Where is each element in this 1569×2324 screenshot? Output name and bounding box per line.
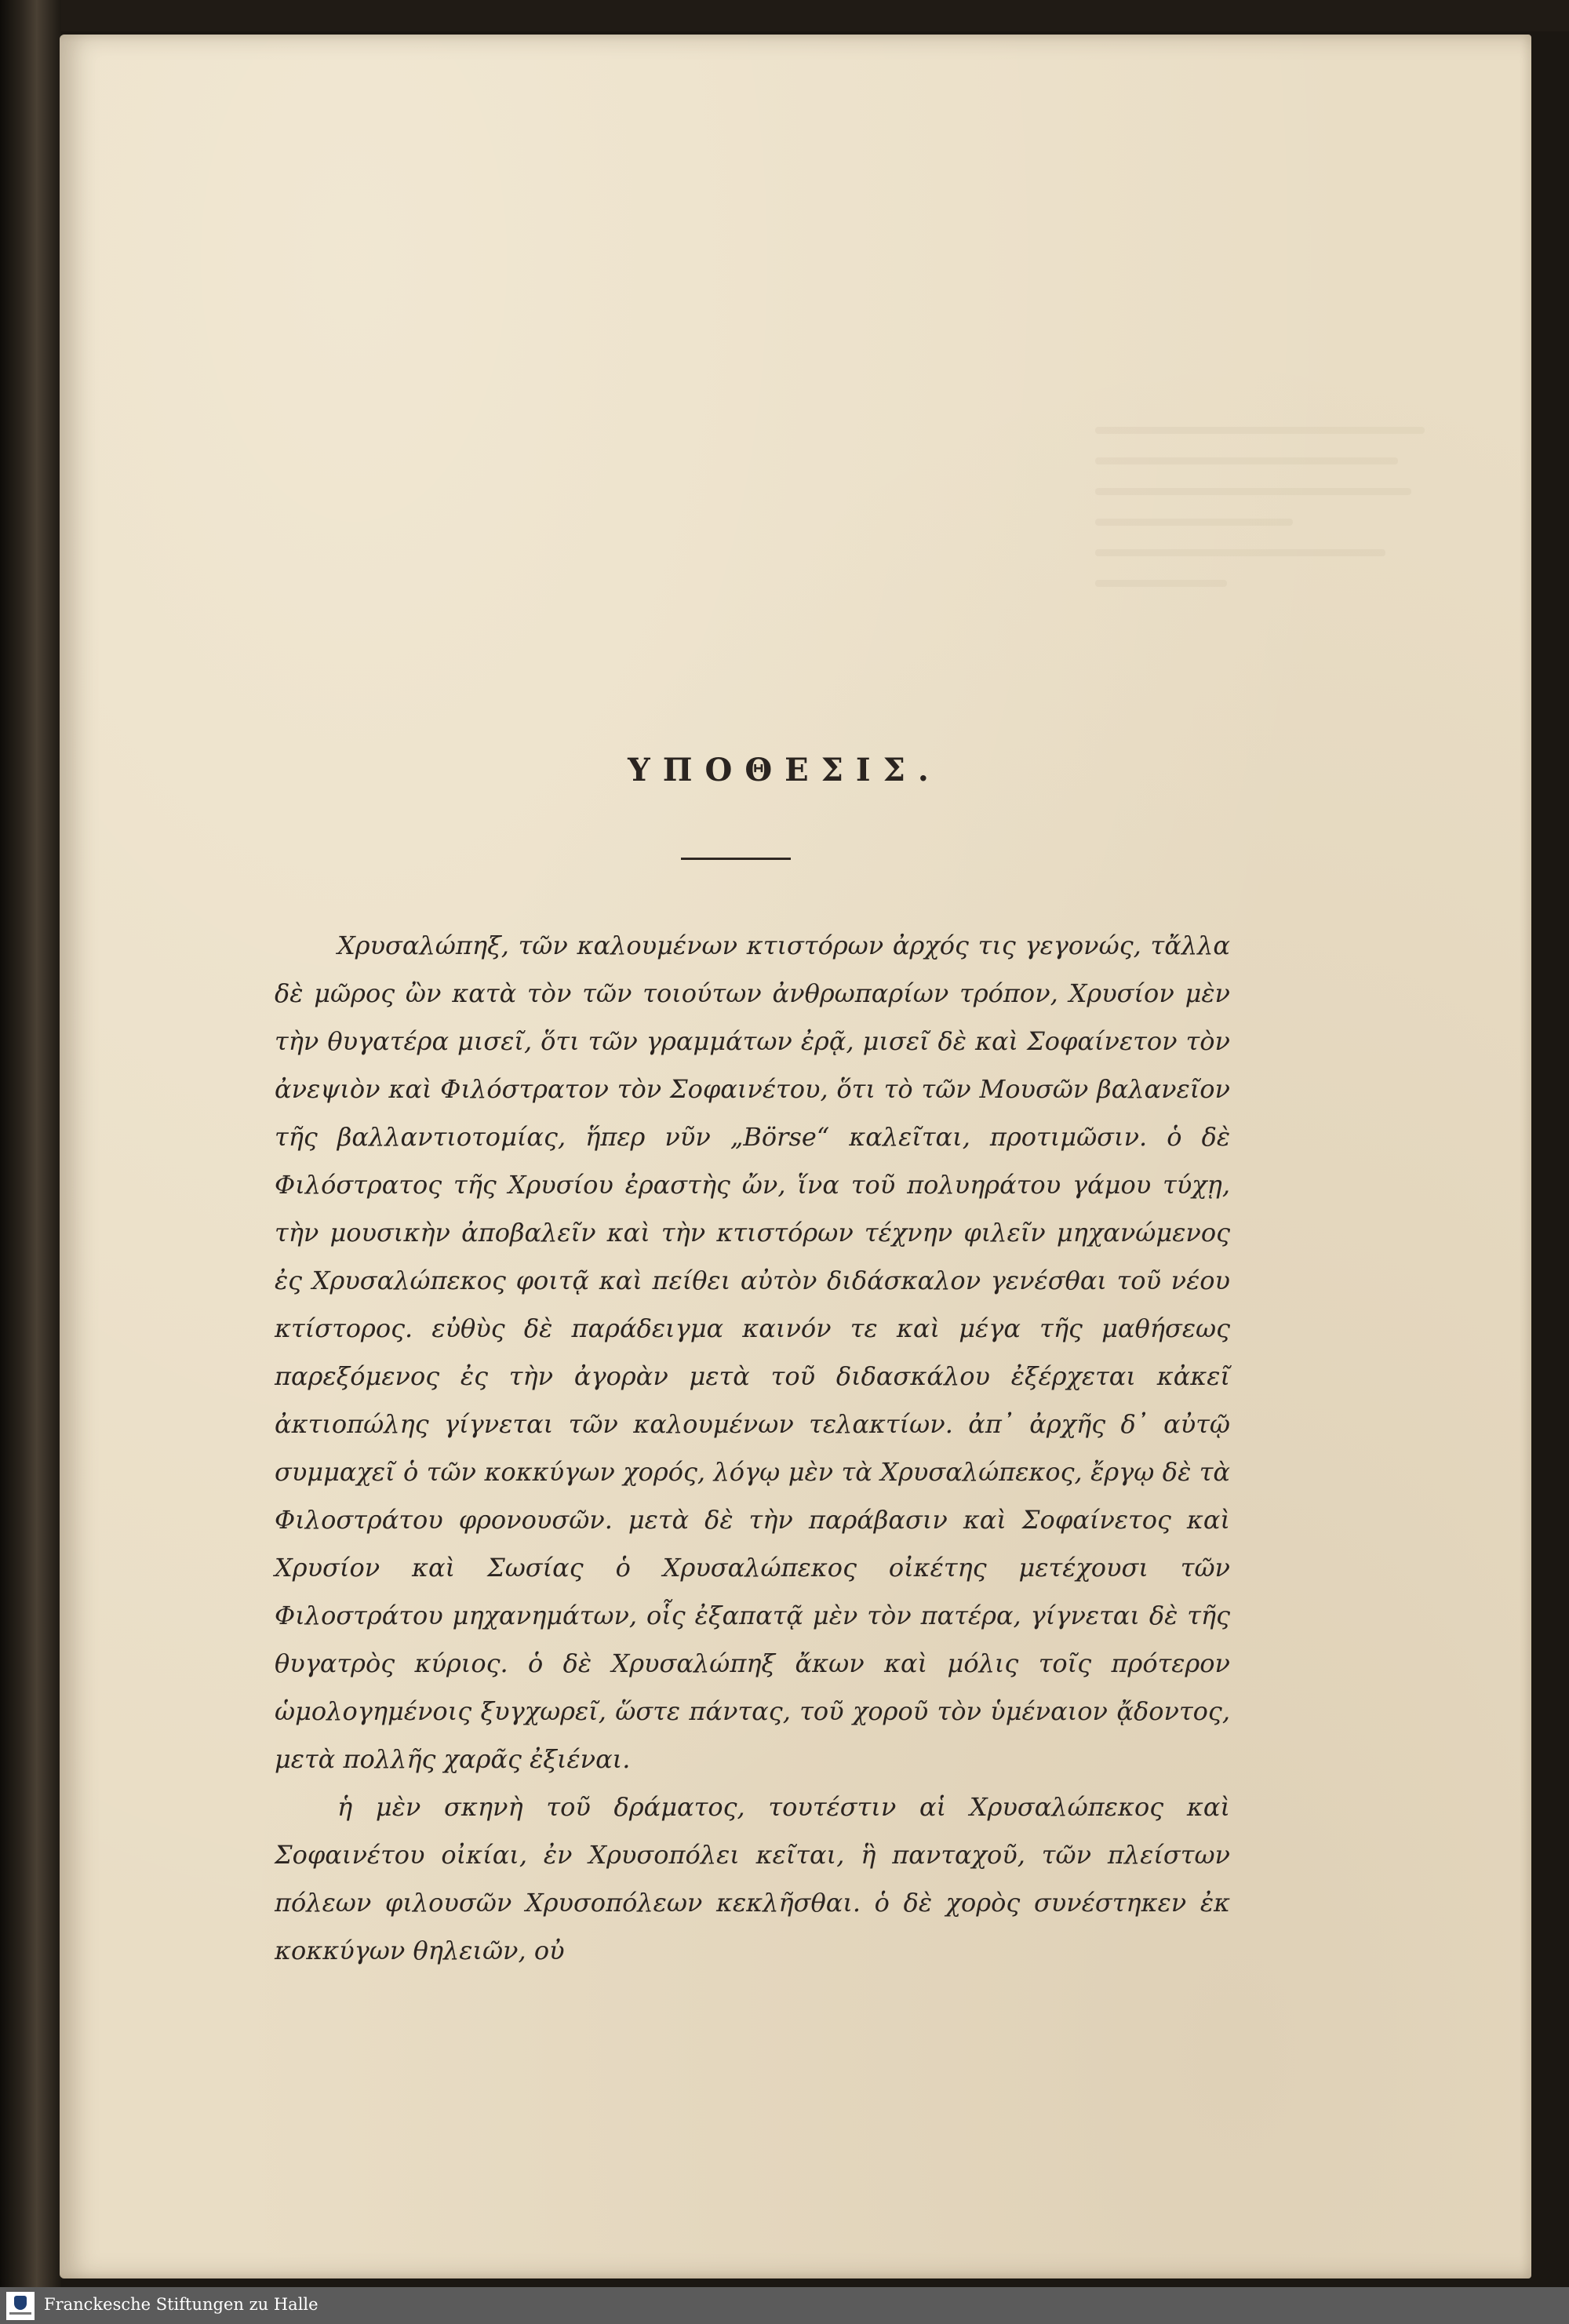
body-text: [275, 922, 1230, 1975]
page-heading: ΥΠΟΘΕΣΙΣ.: [628, 752, 941, 789]
paragraph: Χρυσαλώπηξ, τῶν καλουμένων κτιστόρων ἀρχός τις γεγονώς, τἄλλα δὲ μῶρος ὢν κατὰ τὸν τῶν τοιούτων ἀνθρωπαρίων τρόπον, Χρυσίον μὲν τὴν θυγατέρα μισεῖ, ὅτι τῶν γραμμάτων ἐρᾷ, μισεῖ δὲ καὶ Σοφαίνετον τὸν ἀνεψιὸν καὶ Φιλόστρατον τὸν Σοφαινέτου, ὅτι τὸ τῶν Μουσῶν βαλανεῖον τῆς βαλλαντιοτομίας, ἥπερ νῦν „Börse“ καλεῖται, προτιμῶσιν. ὁ δὲ Φιλόστρατος τῆς Χρυσίου ἐραστὴς ὤν, ἵνα τοῦ πολυηράτου γάμου τύχῃ, τὴν μουσικὴν ἀποβαλεῖν καὶ τὴν κτιστόρων τέχνην φιλεῖν μηχανώμενος ἐς Χρυσαλώπεκος φοιτᾷ καὶ πείθει αὐτὸν διδάσκαλον γενέσθαι τοῦ νέου κτίστορος. εὐθὺς δὲ παράδειγμα καινόν τε καὶ μέγα τῆς μαθήσεως παρεξόμενος ἐς τὴν ἀγορὰν μετὰ τοῦ διδασκάλου ἐξέρχεται κἀκεῖ ἀκτιοπώλης γίγνεται τῶν καλουμένων τελακτίων. ἀπ᾽ ἀρχῆς δ᾽ αὐτῷ συμμαχεῖ ὁ τῶν κοκκύγων χορός, λόγῳ μὲν τὰ Χρυσαλώπεκος, ἔργῳ δὲ τὰ Φιλοστράτου φρονουσῶν. μετὰ δὲ τὴν παράβασιν καὶ Σοφαίνετος καὶ Χρυσίον καὶ Σωσίας ὁ Χρυσαλώπεκος οἰκέτης μετέχουσι τῶν Φιλοστράτου μηχανημάτων, οἷς ἐξαπατᾷ μὲν τὸν πατέρα, γίγνεται δὲ τῆς θυγατρὸς κύριος. ὁ δὲ Χρυσαλώπηξ ἄκων καὶ μόλις τοῖς πρότερον ὡμολογημένοις ξυγχωρεῖ, ὥστε πάντας, τοῦ χοροῦ τὸν ὑμέναιον ᾄδοντος, μετὰ πολλῆς χαρᾶς ἐξιέναι.: [275, 931, 1230, 1774]
institution-logo-icon: [6, 2292, 35, 2320]
paragraph: ἡ μὲν σκηνὴ τοῦ δράματος, τουτέστιν αἱ Χρυσαλώπεκος καὶ Σοφαινέτου οἰκίαι, ἐν Χρυσοπόλει κεῖται, ἣ πανταχοῦ, τῶν πλείστων πόλεων φιλουσῶν Χρυσοπόλεων κεκλῆσθαι. ὁ δὲ χορὸς συνέστηκεν ἐκ κοκκύγων θηλειῶν, οὐ: [275, 1792, 1230, 1965]
institution-name: Franckesche Stiftungen zu Halle: [44, 2295, 319, 2314]
logo-caption-line: [9, 2312, 31, 2315]
book-binding: [0, 0, 61, 2287]
book-board-edge: [0, 0, 1569, 31]
bleed-through-text: [1095, 427, 1425, 694]
heading-rule: [681, 858, 791, 860]
emblem-icon: [14, 2296, 27, 2310]
